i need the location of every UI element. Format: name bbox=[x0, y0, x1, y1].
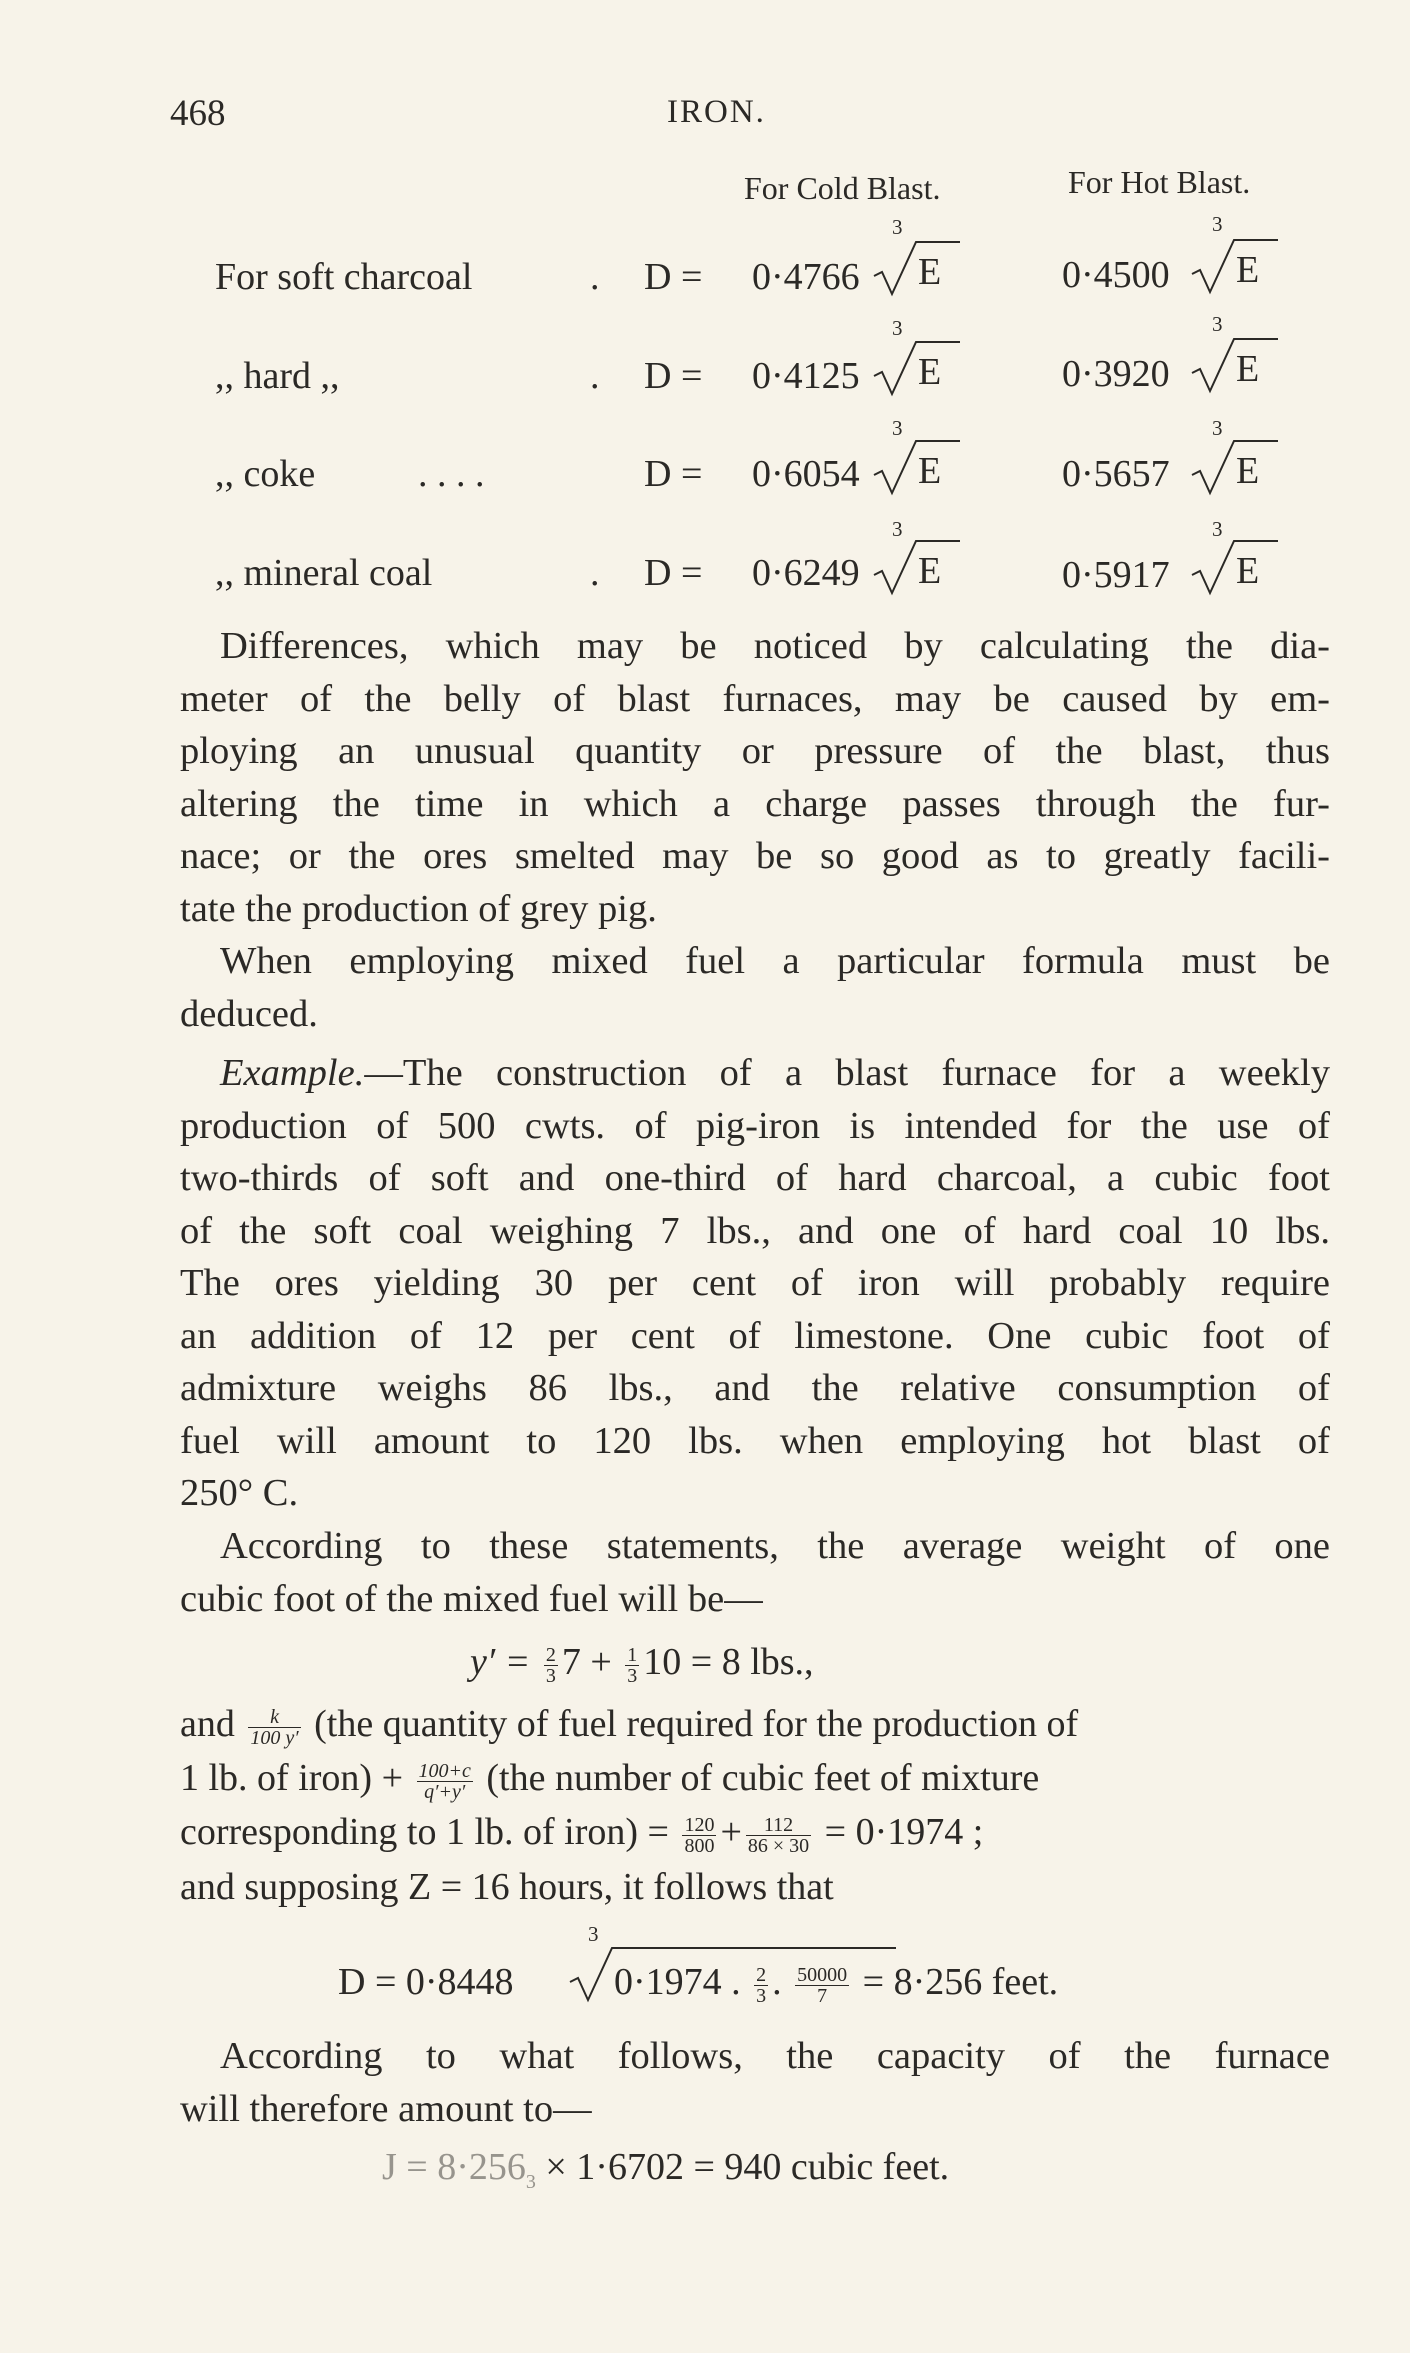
equation-line-1 bbox=[180, 1702, 1078, 1748]
text-line: When employing mixed fuel a particular formula must be bbox=[220, 940, 1330, 982]
paragraph-differences bbox=[180, 620, 1330, 935]
eq-lhs: y′ = bbox=[470, 1641, 531, 1683]
equation-line-2 bbox=[180, 1756, 1039, 1802]
subscript: 3 bbox=[525, 2170, 536, 2193]
text-line: altering the time in which a charge passes through the fur- bbox=[180, 782, 1330, 825]
leader-dots: . . . . bbox=[418, 453, 485, 495]
text-fragment: —The construction of a blast furnace for a weekly bbox=[364, 1052, 1330, 1094]
eq-d: D = bbox=[644, 552, 703, 594]
numerator: 112 bbox=[746, 1815, 811, 1836]
radicand: E bbox=[1236, 249, 1260, 291]
equation-j bbox=[382, 2145, 949, 2194]
eq-result: = 8·256 feet. bbox=[862, 1961, 1059, 2003]
text-line: 250° C. bbox=[180, 1472, 299, 1514]
text-line: an addition of 12 per cent of limestone. One cubic foot of bbox=[180, 1314, 1330, 1357]
paragraph-average-weight bbox=[180, 1520, 1330, 1625]
text-line: production of 500 cwts. of pig-iron is intended for the use of bbox=[180, 1104, 1330, 1147]
eq-result: = 0·1974 ; bbox=[824, 1811, 984, 1853]
eq-lhs: J = 8·256 bbox=[382, 2146, 526, 2188]
root-index: 3 bbox=[1212, 416, 1223, 440]
numerator: 1 bbox=[627, 1643, 638, 1666]
denominator: 3 bbox=[756, 1984, 767, 2007]
text-line: meter of the belly of blast furnaces, may be caused by em- bbox=[180, 677, 1330, 720]
radicand: E bbox=[1236, 450, 1260, 492]
text-line: The ores yielding 30 per cent of iron will probably require bbox=[180, 1262, 1330, 1304]
text-line: fuel will amount to 120 lbs. when employing hot blast of bbox=[180, 1419, 1330, 1462]
equation-d-radicand bbox=[614, 1960, 1058, 2006]
hot-coefficient: 0·5917 bbox=[1062, 554, 1170, 596]
radicand: E bbox=[918, 351, 942, 393]
cold-coefficient: 0·4766 bbox=[752, 256, 860, 298]
numerator: 2 bbox=[756, 1963, 767, 1986]
radicand: E bbox=[918, 251, 942, 293]
leader-dots: . bbox=[590, 355, 600, 397]
root-index: 3 bbox=[1212, 517, 1223, 541]
denominator: 3 bbox=[545, 1664, 556, 1687]
root-index: 3 bbox=[1212, 212, 1223, 236]
fraction bbox=[754, 1965, 768, 2006]
cube-root-sign bbox=[872, 238, 962, 298]
row-label-hard: ,, hard ,, bbox=[215, 355, 340, 397]
cube-root-sign bbox=[872, 437, 962, 497]
running-title: IRON. bbox=[667, 94, 766, 130]
paragraph-mixed-fuel bbox=[180, 935, 1330, 1040]
denominator: 800 bbox=[684, 1834, 715, 1857]
row-label-coke: ,, coke bbox=[215, 453, 316, 495]
numerator: 100+c bbox=[418, 1759, 471, 1782]
column-head-cold-blast: For Cold Blast. bbox=[744, 170, 941, 206]
dot: . bbox=[772, 1961, 782, 2003]
hot-coefficient: 0·5657 bbox=[1062, 453, 1170, 495]
radicand: E bbox=[918, 450, 942, 492]
text-line: Differences, which may be noticed by calculating the dia- bbox=[220, 625, 1330, 667]
leader-dots: . bbox=[590, 552, 600, 594]
fraction bbox=[795, 1965, 849, 2006]
root-index: 3 bbox=[892, 416, 903, 440]
denominator: q′+y′ bbox=[424, 1780, 466, 1803]
eq-term: 10 = 8 lbs., bbox=[643, 1641, 814, 1683]
example-label: Example. bbox=[220, 1052, 365, 1094]
radicand: E bbox=[1236, 550, 1260, 592]
cube-root-sign bbox=[1190, 437, 1280, 497]
text-line: will therefore amount to— bbox=[180, 2087, 592, 2130]
leader-dots: . bbox=[590, 256, 600, 298]
cold-coefficient: 0·4125 bbox=[752, 355, 860, 397]
denominator: 7 bbox=[817, 1984, 828, 2007]
denominator: 3 bbox=[627, 1664, 638, 1687]
cold-coefficient: 0·6249 bbox=[752, 552, 860, 594]
radicand: E bbox=[1236, 348, 1260, 390]
numerator: 2 bbox=[545, 1643, 556, 1666]
paragraph-example bbox=[180, 1047, 1330, 1520]
cold-coefficient: 0·6054 bbox=[752, 453, 860, 495]
text-line: According to these statements, the average weight of one bbox=[220, 1525, 1330, 1567]
eq-term: 7 + bbox=[561, 1641, 612, 1683]
eq-text: (the quantity of fuel required for the production of bbox=[314, 1703, 1079, 1745]
text-line: deduced. bbox=[180, 992, 318, 1035]
denominator: 86 × 30 bbox=[747, 1834, 810, 1857]
fraction bbox=[417, 1761, 473, 1802]
plus-sign: + bbox=[720, 1811, 742, 1853]
cube-root-sign bbox=[1190, 335, 1280, 395]
root-index: 3 bbox=[1212, 312, 1223, 336]
text-line bbox=[180, 1047, 1330, 1100]
eq-result: × 1·6702 = 940 cubic feet. bbox=[545, 2146, 950, 2188]
text-line: tate the production of grey pig. bbox=[180, 887, 657, 930]
hot-coefficient: 0·3920 bbox=[1062, 353, 1170, 395]
fraction bbox=[625, 1645, 639, 1686]
text-line: ploying an unusual quantity or pressure of the blast, thus bbox=[180, 730, 1330, 772]
eq-d: D = bbox=[644, 453, 703, 495]
cube-root-sign bbox=[872, 537, 962, 597]
cube-root-sign bbox=[1190, 537, 1280, 597]
paragraph-capacity bbox=[180, 2030, 1330, 2135]
root-index: 3 bbox=[588, 1922, 599, 1946]
numerator: k bbox=[248, 1707, 300, 1728]
word-and: and bbox=[180, 1703, 235, 1745]
row-label-soft-charcoal: For soft charcoal bbox=[215, 256, 473, 298]
cube-root-sign bbox=[872, 338, 962, 398]
eq-text: corresponding to 1 lb. of iron) = bbox=[180, 1811, 669, 1853]
root-index: 3 bbox=[892, 215, 903, 239]
page-number: 468 bbox=[170, 93, 226, 134]
equation-line-3 bbox=[180, 1810, 983, 1856]
root-index: 3 bbox=[892, 517, 903, 541]
denominator: 100 y′ bbox=[250, 1726, 299, 1749]
radicand: E bbox=[918, 550, 942, 592]
fraction bbox=[682, 1815, 716, 1856]
equation-line-4: and supposing Z = 16 hours, it follows that bbox=[180, 1866, 834, 1908]
numerator: 50000 bbox=[797, 1963, 848, 1986]
fraction bbox=[544, 1645, 558, 1686]
equation-y-prime bbox=[470, 1640, 814, 1686]
eq-d: D = bbox=[644, 355, 703, 397]
eq-text: (the number of cubic feet of mixture bbox=[486, 1757, 1040, 1799]
eq-text: 1 lb. of iron) + bbox=[180, 1757, 404, 1799]
fraction bbox=[248, 1707, 300, 1748]
text-line: of the soft coal weighing 7 lbs., and one of hard coal 10 lbs. bbox=[180, 1209, 1330, 1252]
text-line: admixture weighs 86 lbs., and the relative consumption of bbox=[180, 1367, 1330, 1409]
text-line: two-thirds of soft and one-third of hard charcoal, a cubic foot bbox=[180, 1157, 1330, 1199]
text-line: nace; or the ores smelted may be so good as to greatly facili- bbox=[180, 835, 1330, 877]
eq-term: 0·1974 . bbox=[614, 1961, 741, 2003]
cube-root-sign bbox=[1190, 236, 1280, 296]
fraction bbox=[746, 1815, 811, 1856]
equation-d-lhs: D = 0·8448 bbox=[338, 1961, 514, 2003]
text-line: cubic foot of the mixed fuel will be— bbox=[180, 1577, 763, 1620]
root-index: 3 bbox=[892, 316, 903, 340]
column-head-hot-blast: For Hot Blast. bbox=[1068, 164, 1251, 200]
eq-d: D = bbox=[644, 256, 703, 298]
hot-coefficient: 0·4500 bbox=[1062, 254, 1170, 296]
numerator: 120 bbox=[684, 1813, 715, 1836]
text-line: According to what follows, the capacity of the furnace bbox=[220, 2035, 1330, 2077]
row-label-mineral-coal: ,, mineral coal bbox=[215, 552, 433, 594]
